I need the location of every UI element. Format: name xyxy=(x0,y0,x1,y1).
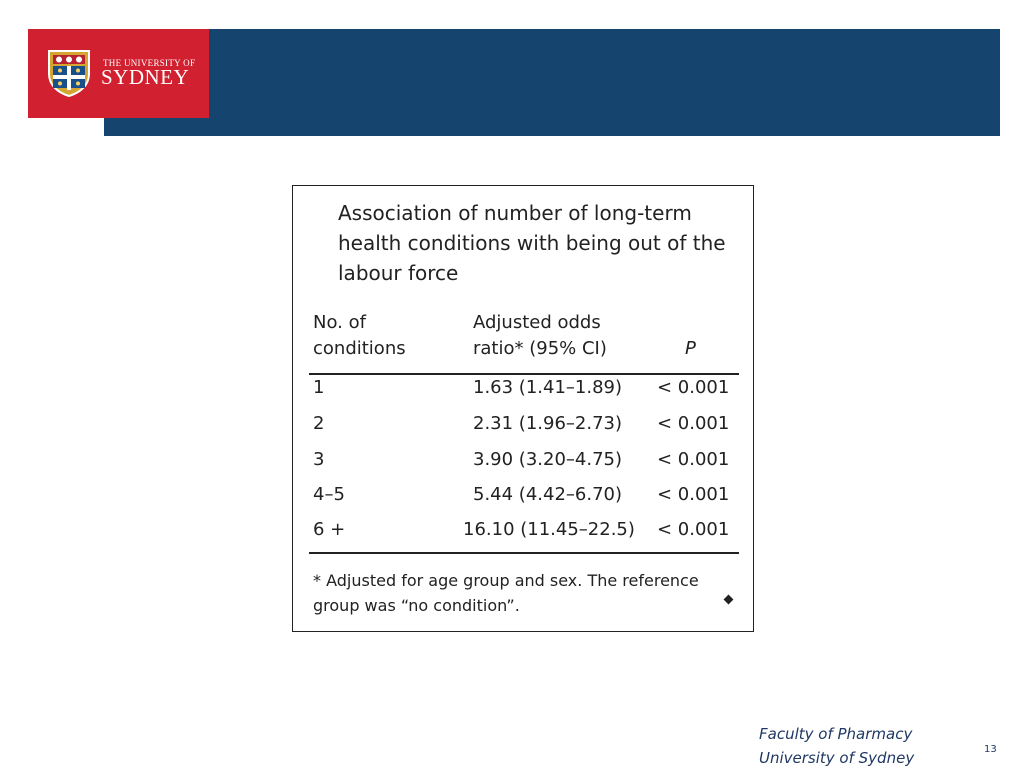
crest-icon xyxy=(46,48,92,98)
odds-ratio-table xyxy=(292,185,754,632)
page-number: 13 xyxy=(984,744,997,755)
cell-p: < 0.001 xyxy=(657,449,730,470)
cell-conditions: 1 xyxy=(313,377,325,398)
cell-odds: 2.31 (1.96–2.73) xyxy=(473,413,623,434)
header-conditions xyxy=(313,310,406,362)
logo-small-text: THE UNIVERSITY OF xyxy=(103,58,196,68)
footer-affiliation xyxy=(759,722,914,770)
header-conditions-line2: conditions xyxy=(313,338,406,359)
cell-p: < 0.001 xyxy=(657,377,730,398)
cell-odds: 16.10 (11.45–22.5) xyxy=(463,519,635,540)
cell-odds: 1.63 (1.41–1.89) xyxy=(473,377,623,398)
cell-p: < 0.001 xyxy=(657,519,730,540)
header-bar xyxy=(104,29,1000,136)
cell-conditions: 2 xyxy=(313,413,325,434)
header-odds xyxy=(473,310,607,362)
cell-p: < 0.001 xyxy=(657,413,730,434)
cell-conditions: 6 + xyxy=(313,519,346,540)
bottom-rule xyxy=(309,552,739,554)
header-odds-line2: ratio* (95% CI) xyxy=(473,338,607,359)
cell-p: < 0.001 xyxy=(657,484,730,505)
header-odds-line1: Adjusted odds xyxy=(473,312,601,333)
table-footnote: * Adjusted for age group and sex. The reference group was “no condition”. xyxy=(313,571,699,615)
footer-faculty: Faculty of Pharmacy xyxy=(759,725,913,743)
header-p: P xyxy=(685,338,696,359)
cell-conditions: 4–5 xyxy=(313,484,345,505)
cell-conditions: 3 xyxy=(313,449,325,470)
table-title: Association of number of long-term health conditions with being out of the labour force xyxy=(338,201,726,285)
university-logo xyxy=(28,29,209,118)
cell-odds: 5.44 (4.42–6.70) xyxy=(473,484,623,505)
cell-odds: 3.90 (3.20–4.75) xyxy=(473,449,623,470)
footer-university: University of Sydney xyxy=(759,749,915,767)
header-rule xyxy=(309,373,739,375)
header-conditions-line1: No. of xyxy=(313,312,366,333)
logo-big-text: SYDNEY xyxy=(101,65,190,89)
